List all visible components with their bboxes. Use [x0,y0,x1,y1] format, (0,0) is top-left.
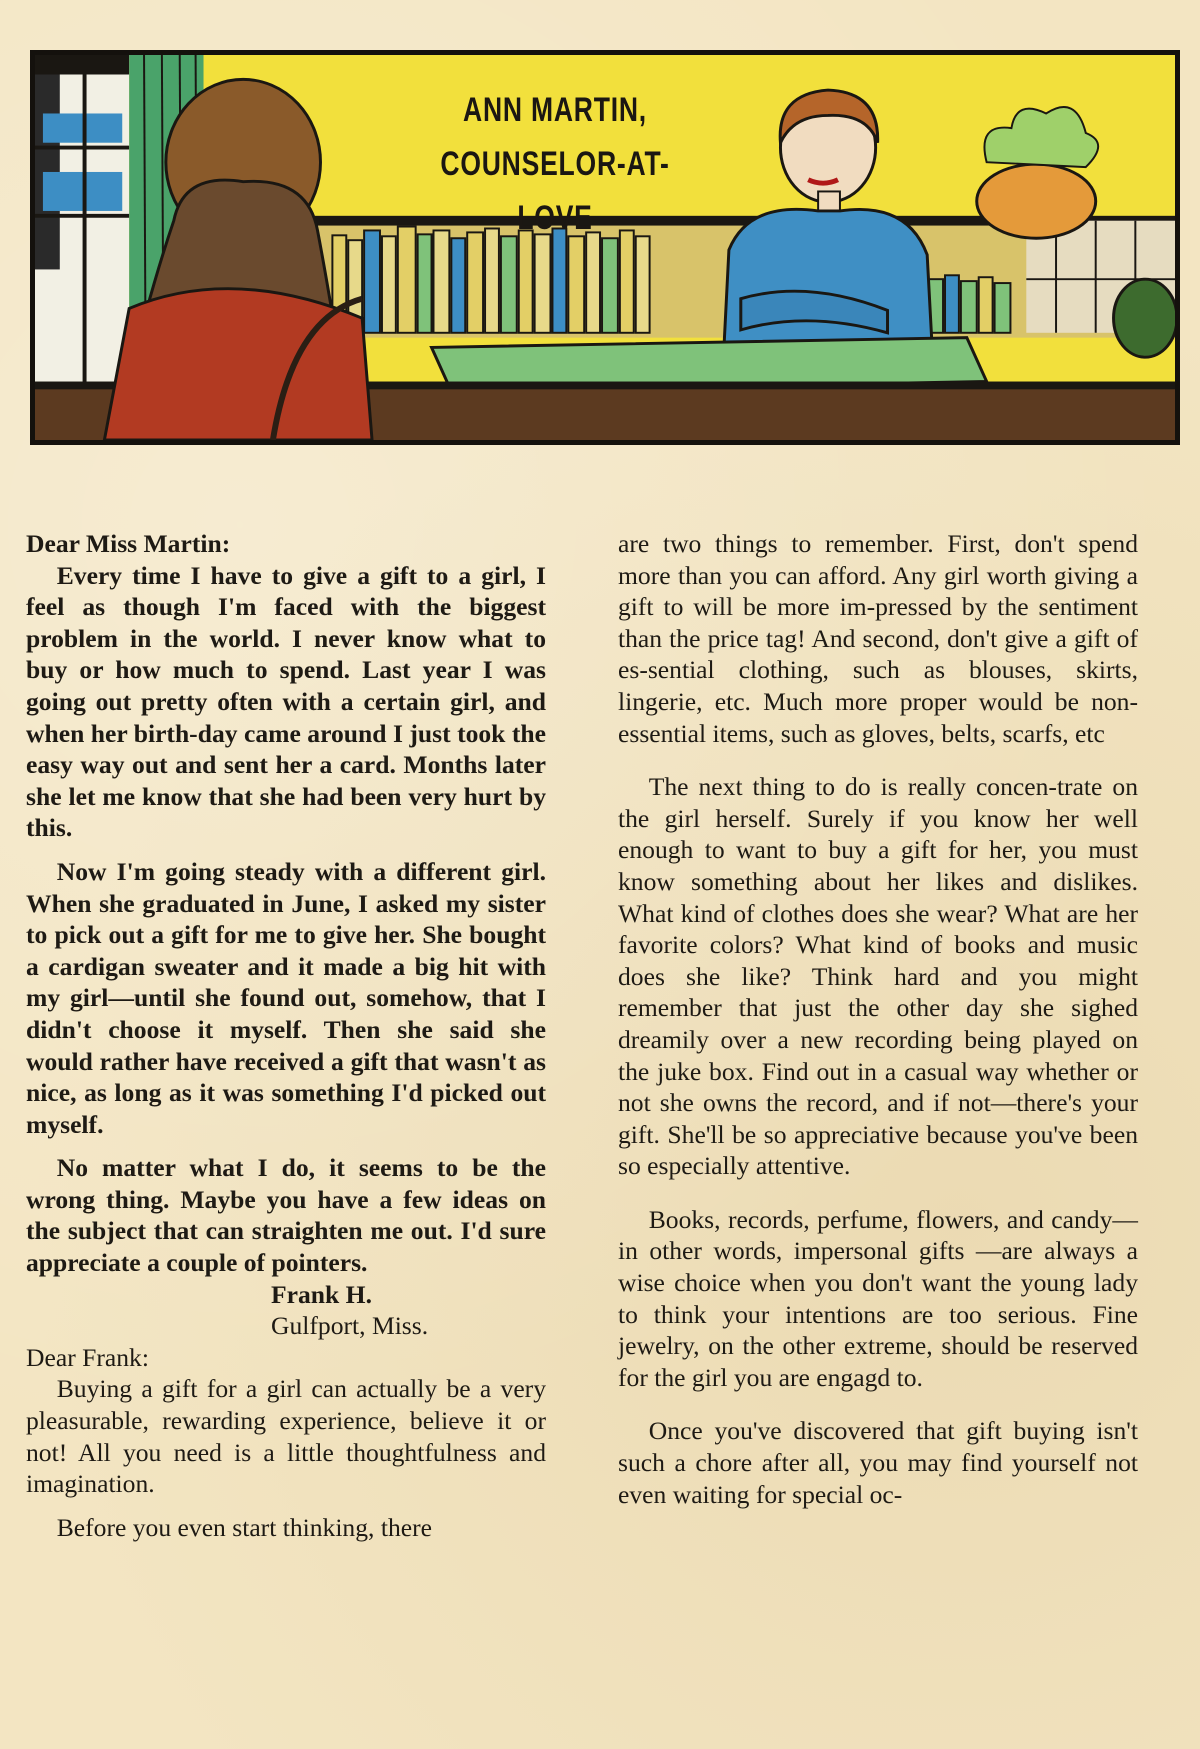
reply-paragraph-4: The next thing to do is really concen-trate on the girl herself. Surely if you know her well enough to want to buy a gift for her, you must know something about her likes and dislikes. What kind of clothes does she wear? What are her favorite colors? What kind of books and music does she like? Think hard and you might remember that just the other day she sighed dreamily over a new recording being played on the juke box. Find out in a casual way whether or not she owns the record, and if not—there's your gift. She'll be so appreciative because you've been so especially attentive. [618,772,1138,1181]
reply-paragraph-1: Buying a gift for a girl can actually be a very pleasurable, rewarding experience, believe it or not! All you need is a little thoughtfulness and imagination. [26,1374,546,1499]
header-illustration-panel [30,50,1180,445]
letter-salutation: Dear Miss Martin: [26,529,231,558]
reply-paragraph-6: Once you've discovered that gift buying isn't such a chore after all, you may find yourself not even waiting for special oc- [618,1416,1138,1509]
signature-name: Frank H. [271,1279,372,1309]
reply-salutation: Dear Frank: [26,1342,149,1372]
reply-paragraph-2: Before you even start thinking, there [56,1512,432,1542]
signature-place: Gulfport, Miss. [271,1311,429,1341]
reply-paragraph-3: are two things to remember. First, don't spend more than you can afford. Any girl worth giving a gift to will be more im-pressed by the sentiment than the price tag! And second, don't give a gift of es-sential clothing, such as blouses, skirts, lingerie, etc. Much more proper would be non-essential items, such as gloves, belts, scarfs, etc [618,529,1138,748]
reply-paragraph-5: Books, records, perfume, flowers, and candy—in other words, impersonal gifts —are always a wise choice when you don't want the young lady to think your intentions are too serious. Fine jewelry, on the other extreme, should be reserved for the girl you are engagd to. [618,1204,1138,1392]
panel-title-line-1: ANN MARTIN, [463,91,647,129]
letter-paragraph-2: Now I'm going steady with a different girl. When she graduated in June, I asked my sister to pick out a gift for me to give her. She bought a cardigan sweater and it made a big hit with my girl—until she found out, somehow, that I didn't choose it myself. Then she said she would rather have received a gift that wasn't as nice, as long as it was something I'd picked out myself. [26,856,546,1139]
letter-paragraph-3: No matter what I do, it seems to be the wrong thing. Maybe you have a few ideas on the subject that can straighten me out. I'd sure appreciate a couple of pointers. [26,1153,546,1278]
panel-title-line-2: COUNSELOR-AT-LOVE [440,145,670,237]
panel-title [407,83,703,245]
letter-paragraph-1: Every time I have to give a gift to a girl, I feel as though I'm faced with the biggest problem in the world. I never know what to buy or how much to spend. Last year I was going out pretty often with a certain girl, and when her birth-day came around I just took the easy way out and sent her a card. Months later she let me know that she had been very hurt by this. [26,560,546,843]
right-column [618,528,1138,1510]
left-column [26,528,546,1543]
